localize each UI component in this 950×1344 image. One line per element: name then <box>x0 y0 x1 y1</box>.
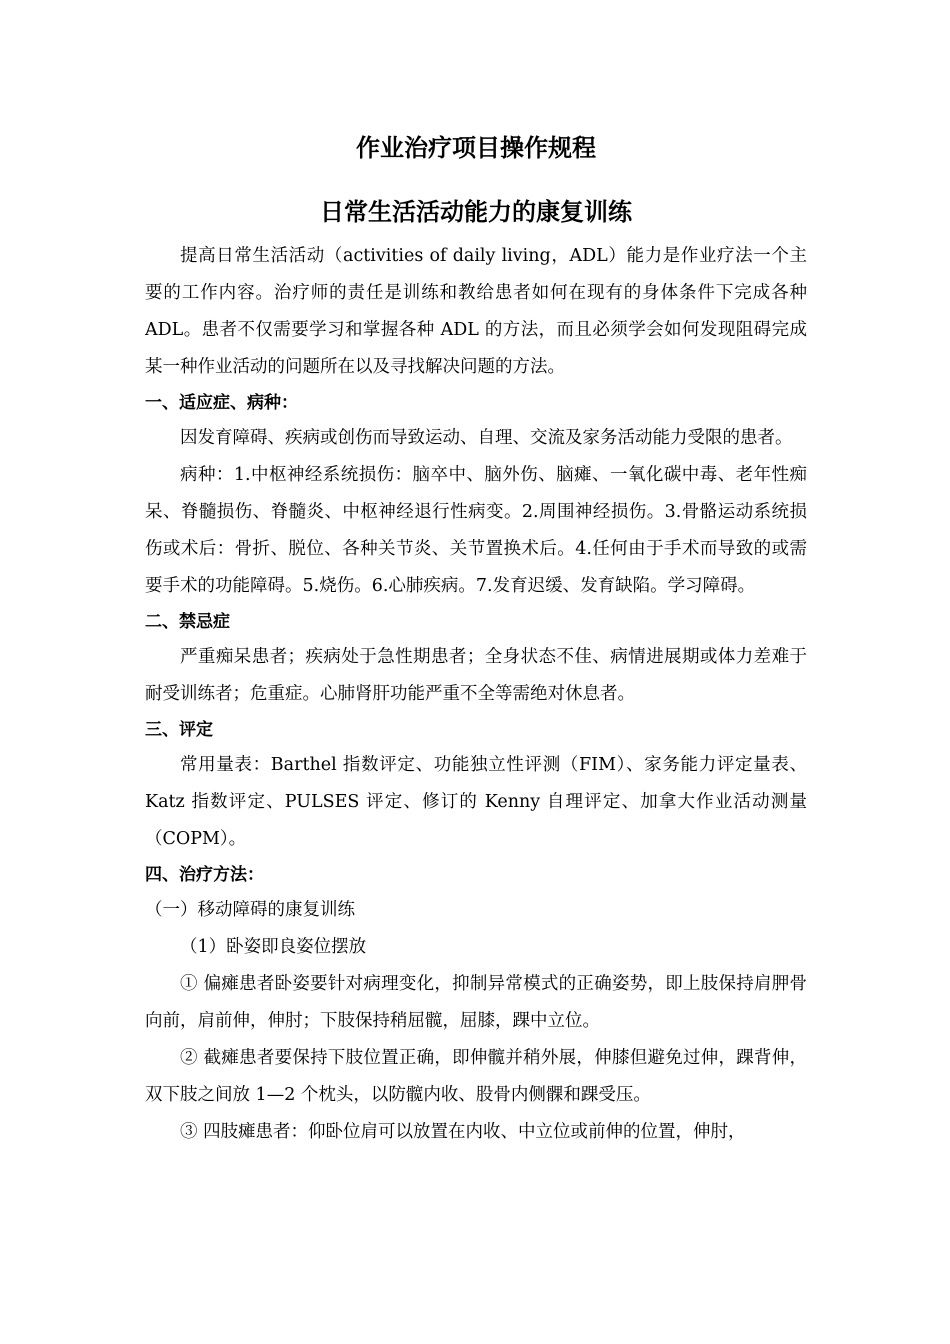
treatment-subheading: （一）移动障碍的康复训练 <box>145 900 355 920</box>
assessment-paragraph: 常用量表：Barthel 指数评定、功能独立性评测（FIM）、家务能力评定量表、Katz 指数评定、PULSES 评定、修订的 Kenny 自理评定、加拿大作业活动测量（COPM）。 <box>145 755 807 849</box>
intro-paragraph: 提高日常生活活动（activities of daily living，ADL）能力是作业疗法一个主要的工作内容。治疗师的责任是训练和教给患者如何在现有的身体条件下完成各种 ADL。患者不仅需要学习和掌握各种 ADL 的方法，而且必须学会如何发现阻碍完成某一种作业活动的问题所在以及寻找解决问题的方法。 <box>145 246 807 377</box>
section-heading-indications: 一、适应症、病种： <box>145 393 298 413</box>
treatment-item-heading: （1）卧姿即良姿位摆放 <box>180 937 367 957</box>
treatment-paragraph-hemiplegia: ① 偏瘫患者卧姿要针对病理变化，抑制异常模式的正确姿势，即上肢保持肩胛骨向前，肩前伸，伸肘；下肢保持稍屈髋，屈膝，踝中立位。 <box>145 974 807 1031</box>
document-body <box>145 130 807 1151</box>
contraindications-paragraph: 严重痴呆患者；疾病处于急性期患者；全身状态不佳、病情进展期或体力差难于耐受训练者；危重症。心肺肾肝功能严重不全等需绝对休息者。 <box>145 647 807 704</box>
document-title: 作业治疗项目操作规程 <box>356 134 596 162</box>
section-heading-assessment: 三、评定 <box>145 720 213 740</box>
section-heading-treatment: 四、治疗方法： <box>145 865 264 885</box>
indications-paragraph: 因发育障碍、疾病或创伤而导致运动、自理、交流及家务活动能力受限的患者。 <box>180 428 793 448</box>
document-subtitle: 日常生活活动能力的康复训练 <box>320 198 632 226</box>
treatment-paragraph-quadriplegia: ③ 四肢瘫患者：仰卧位肩可以放置在内收、中立位或前伸的位置，伸肘， <box>180 1122 746 1142</box>
treatment-paragraph-paraplegia: ② 截瘫患者要保持下肢位置正确，即伸髋并稍外展，伸膝但避免过伸，踝背伸，双下肢之间放 1—2 个枕头，以防髋内收、股骨内侧髁和踝受压。 <box>145 1048 807 1105</box>
section-heading-contraindications: 二、禁忌症 <box>145 612 230 632</box>
disease-types-paragraph: 病种：1.中枢神经系统损伤：脑卒中、脑外伤、脑瘫、一氧化碳中毒、老年性痴呆、脊髓损伤、脊髓炎、中枢神经退行性病变。2.周围神经损伤。3.骨骼运动系统损伤或术后：骨折、脱位、各种关节炎、关节置换术后。4.任何由于手术而导致的或需要手术的功能障碍。5.烧伤。6.心肺疾病。7.发育迟缓、发育缺陷。学习障碍。 <box>145 465 807 596</box>
